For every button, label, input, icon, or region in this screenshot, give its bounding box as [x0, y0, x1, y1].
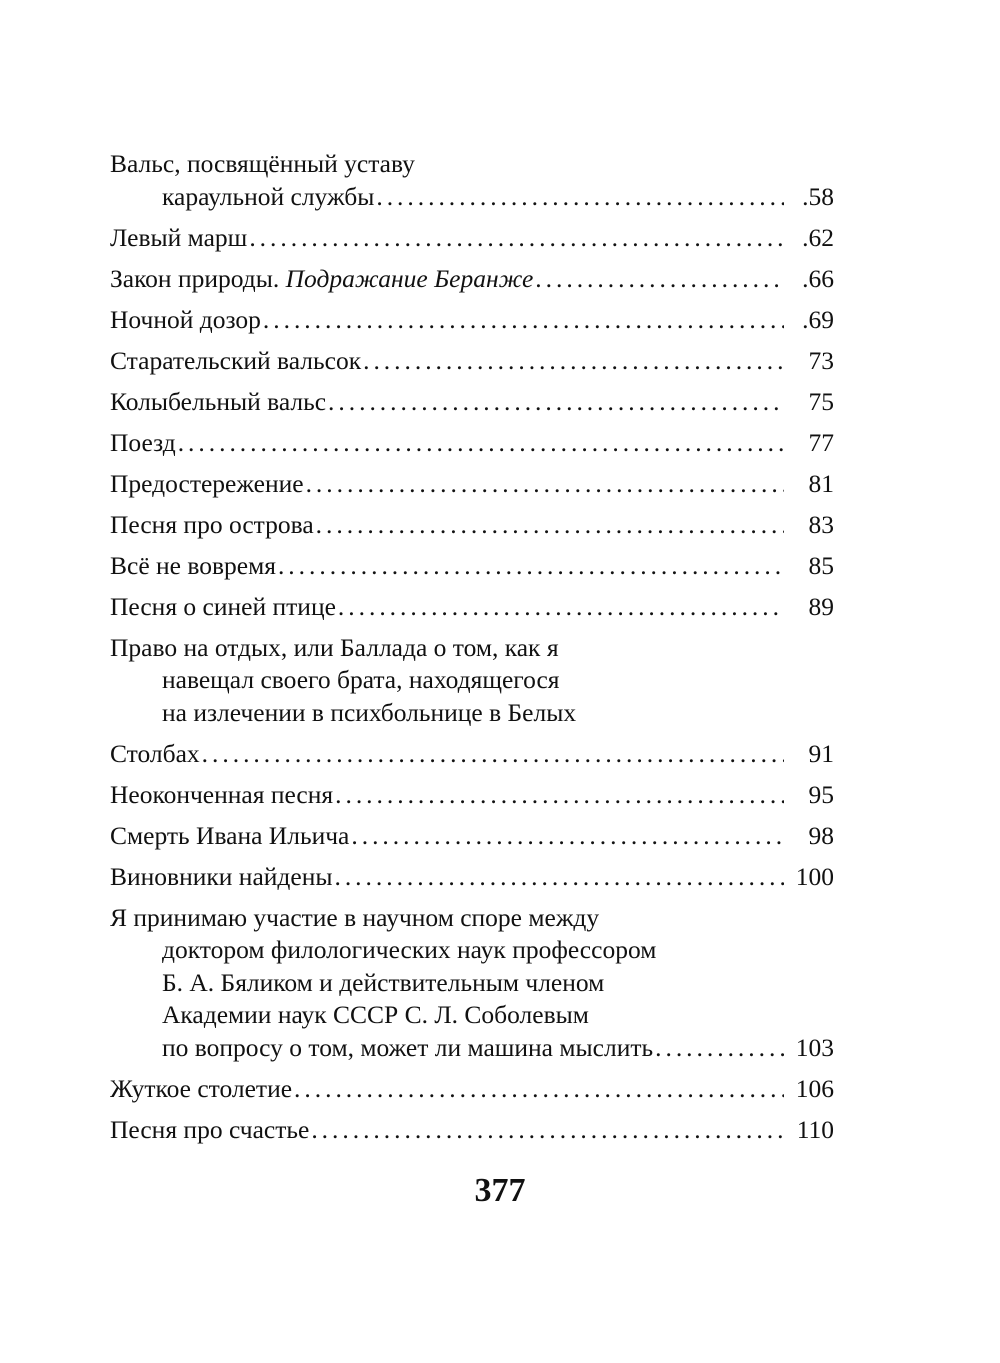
- toc-entry-title-roman: Закон природы.: [110, 263, 286, 293]
- toc-entry-title-line: Б. А. Бяликом и действительным членом: [162, 967, 605, 997]
- dot-leader: [338, 591, 784, 624]
- toc-entry-page: .58: [802, 181, 834, 211]
- dot-leader: [311, 1114, 784, 1147]
- toc-entry-row: [110, 181, 834, 214]
- toc-entry-title: Смерть Ивана Ильича: [110, 820, 350, 850]
- toc-entry-page: 77: [808, 427, 834, 457]
- toc-entry-page: .66: [802, 263, 834, 293]
- toc-entry-title: Колыбельный вальс: [110, 386, 327, 416]
- toc-entry-page: 106: [795, 1073, 834, 1103]
- toc-entry-title: караульной службы: [162, 181, 375, 211]
- dot-leader: [328, 386, 784, 419]
- toc-entry-title-line: Я принимаю участие в научном споре между: [110, 902, 600, 932]
- dot-leader: [376, 181, 784, 214]
- toc-entry-title-line: Право на отдых, или Баллада о том, как я: [110, 632, 559, 662]
- toc-entry-page: 98: [808, 820, 834, 850]
- toc-entry-page: 100: [795, 861, 834, 891]
- toc-entry-title: Жуткое столетие: [110, 1073, 293, 1103]
- toc-entry: [110, 779, 834, 812]
- toc-entry: [110, 591, 834, 624]
- toc-entry-title: Всё не вовремя: [110, 550, 276, 580]
- toc-entry-title-line: навещал своего брата, находящегося: [162, 665, 560, 694]
- toc-entry-title-line: на излечении в психбольнице в Белых: [162, 697, 577, 727]
- toc-entry-page: 95: [808, 779, 834, 809]
- toc-entry: [110, 509, 834, 542]
- toc-entry-page: 75: [808, 386, 834, 416]
- toc-entry-page: 89: [808, 591, 834, 621]
- toc-entry-title: Песня про счастье: [110, 1114, 310, 1144]
- toc-entry: [110, 304, 834, 337]
- toc-entry: [110, 632, 834, 730]
- toc-entry-page: 73: [808, 345, 834, 375]
- toc-entry-page: 85: [808, 550, 834, 580]
- dot-leader: [535, 263, 784, 296]
- toc-entry-title: Виновники найдены: [110, 861, 333, 891]
- dot-leader: [655, 1032, 784, 1065]
- toc-entry-page: .69: [802, 304, 834, 334]
- dot-leader: [363, 345, 784, 378]
- toc-entry-page: 103: [795, 1032, 834, 1062]
- toc-entry-title: Столбах: [110, 738, 200, 768]
- toc-entry: [110, 427, 834, 460]
- toc-entry-title: [110, 263, 533, 296]
- toc-entry: [110, 550, 834, 583]
- page-number: 377: [474, 1172, 526, 1209]
- toc-entry-page: 110: [796, 1114, 834, 1144]
- toc-entry-title: по вопросу о том, может ли машина мыслить: [162, 1032, 654, 1062]
- dot-leader: [249, 222, 784, 255]
- toc-entry-page: 81: [808, 468, 834, 498]
- toc-entry-title: Неоконченная песня: [110, 779, 334, 809]
- dot-leader: [306, 468, 784, 501]
- toc-entry-page: .62: [802, 222, 834, 252]
- toc-entry-title: Старательский вальсок: [110, 345, 362, 375]
- dot-leader: [263, 304, 784, 337]
- dot-leader: [316, 509, 784, 542]
- dot-leader: [178, 427, 784, 460]
- toc-entry-title: Поезд: [110, 427, 176, 457]
- toc-entry: [110, 263, 834, 296]
- toc-entry-page: 83: [808, 509, 834, 539]
- table-of-contents: [110, 148, 834, 1155]
- dot-leader: [294, 1073, 784, 1106]
- toc-entry: [110, 1073, 834, 1106]
- toc-entry: [110, 468, 834, 501]
- toc-entry: [110, 738, 834, 771]
- toc-entry: [110, 148, 834, 213]
- toc-entry-title: Песня о синей птице: [110, 591, 336, 621]
- toc-entry-page: 91: [808, 738, 834, 768]
- dot-leader: [351, 820, 784, 853]
- toc-entry-title-italic: Подражание Беранже: [285, 263, 534, 293]
- toc-entry: [110, 902, 834, 1065]
- toc-entry: [110, 1114, 834, 1147]
- dot-leader: [278, 550, 784, 583]
- toc-entry-title-line: доктором филологических наук профессором: [162, 935, 657, 964]
- toc-entry: [110, 222, 834, 255]
- toc-entry-title: Ночной дозор: [110, 304, 261, 334]
- toc-entry: [110, 345, 834, 378]
- toc-entry-title-line: Вальс, посвящённый уставу: [110, 149, 415, 178]
- toc-entry: [110, 820, 834, 853]
- dot-leader: [334, 861, 784, 894]
- toc-entry: [110, 386, 834, 419]
- toc-entry-row: [110, 1032, 834, 1065]
- toc-entry-title-line: Академии наук СССР С. Л. Соболевым: [162, 1000, 589, 1029]
- toc-entry-title: Песня про острова: [110, 509, 314, 539]
- dot-leader: [335, 779, 784, 812]
- toc-entry: [110, 861, 834, 894]
- toc-entry-title: Предостережение: [110, 468, 304, 498]
- toc-entry-title: Левый марш: [110, 222, 248, 252]
- dot-leader: [202, 738, 784, 771]
